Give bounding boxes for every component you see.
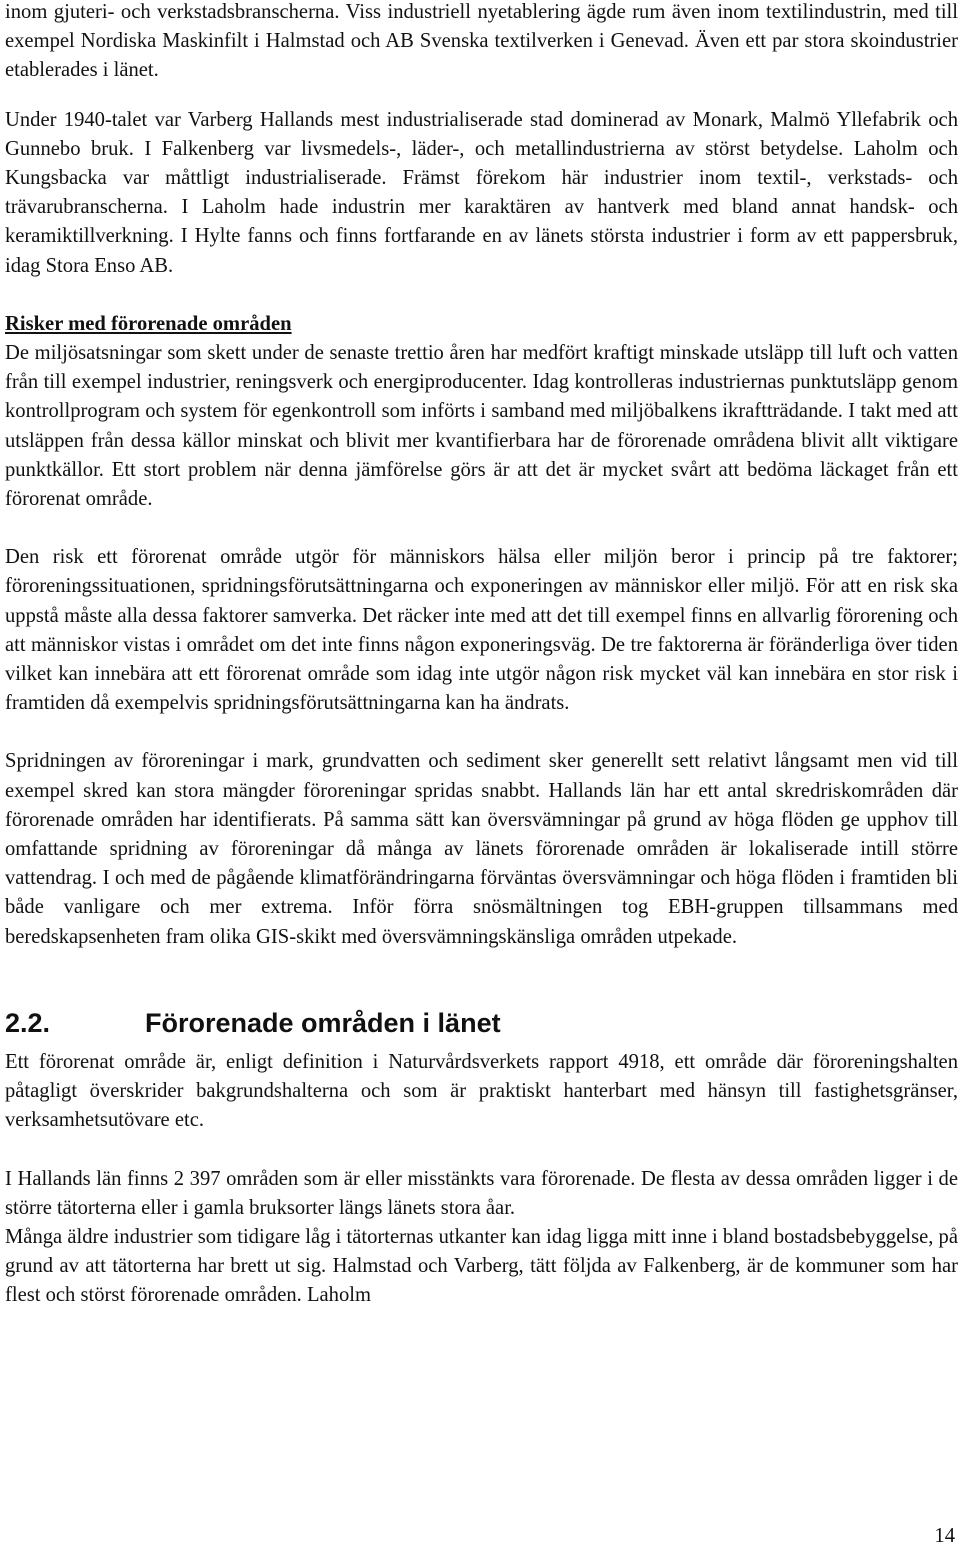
paragraph-industry-intro: inom gjuteri- och verkstadsbranscherna. Viss industriell nyetablering ägde rum även inom textilindustrin, med till exempel Nordiska Maskinfilt i Halmstad och AB Svenska textilverken i Genevad. Även ett par stora skoindustrier etablerades i länet. [5,1,958,82]
paragraph-spreading: Spridningen av föroreningar i mark, grundvatten och sediment sker generellt sett relativt långsamt men vid till exempel skred kan stora mängder föroreningar spridas snabbt. Hallands län har ett antal skredriskområden där förorenade områden har identifierats. På samma sätt kan översvämningar på grund av höga flöden ge upphov till omfattande spridning av föroreningar då många av länets förorenade områden är lokaliserade intill större vattendrag. I och med de pågående klimatförändringarna förväntas översvämningar och höga flöden i framtiden bli både vanligare och mer extrema. Inför förra snösmältningen tog EBH-gruppen tillsammans med beredskapsenheten fram olika GIS-skikt med översvämningskänsliga områden utpekade. [5,750,958,948]
paragraph-environmental-measures: De miljösatsningar som skett under de senaste trettio åren har medfört kraftigt minskade utsläpp till luft och vatten från till exempel industrier, reningsverk och energiproducenter. Idag kontrolleras industriernas punktutsläpp genom kontrollprogram och system för egenkontroll som införts i samband med miljöbalkens ikraftträdande. I takt med att utsläppen från dessa källor minskat och blivit mer kvantifierbara har de förorenade områdena blivit allt viktigare punktkällor. Ett stort problem när denna jämförelse görs är att det är mycket svårt att bedöma läckaget från ett förorenat område. [5,342,958,511]
page-number: 14 [934,1525,955,1547]
paragraph-industry-1940s: Under 1940-talet var Varberg Hallands mest industrialiserade stad dominerad av Monark, Malmö Yllefabrik och Gunnebo bruk. I Falkenberg var livsmedels-, läder-, och metallindustrierna av störst betydelse. Laholm och Kungsbacka var måttligt industrialiserade. Främst förekom här industrier inom textil-, verkstads- och trävarubranscherna. I Laholm hade industrin mer karaktären av hantverk med bland annat handsk- och keramiktillverkning. I Hylte fanns och finns fortfarande en av länets största industrier i form av ett pappersbruk, idag Stora Enso AB. [5,108,958,277]
document-page [5,0,958,1311]
subheading-risks: Risker med förorenade områden [5,312,292,335]
section-heading [5,1005,958,1041]
paragraph-count-areas: I Hallands län finns 2 397 områden som är eller misstänkts vara förorenade. De flesta av dessa områden ligger i de större tätorterna eller i gamla bruksorter längs länets stora åar. [5,1167,958,1219]
paragraph-definition: Ett förorenat område är, enligt definition i Naturvårdsverkets rapport 4918, ett område där föroreningshalten påtagligt överskrider bakgrundshalterna och som är praktiskt hanterbart med hänsyn till fastighetsgränser, verksamhetsutövare etc. [5,1050,958,1132]
paragraph-old-industries: Många äldre industrier som tidigare låg i tätorternas utkanter kan idag ligga mitt inne i bland bostadsbebyggelse, på grund av att tätorterna har brett ut sig. Halmstad och Varberg, tätt följda av Falkenberg, är de kommuner som har flest och störst förorenade områden. Laholm [5,1225,958,1307]
paragraph-risk-factors: Den risk ett förorenat område utgör för människors hälsa eller miljön beror i princip på tre faktorer; föroreningssituationen, spridningsförutsättningarna och exponeringen av människor eller miljö. För att en risk ska uppstå måste alla dessa faktorer samverka. Det räcker inte med att det till exempel finns en allvarlig förorening och att människor vistas i området om det inte finns någon exponeringsväg. De tre faktorerna är föränderliga över tiden vilket kan innebära att ett förorenat område som idag inte utgör någon risk mycket väl kan innebära en stor risk i framtiden då exempelvis spridningsförutsättningarna kan ha ändrats. [5,546,958,715]
section-number: 2.2. [5,1007,51,1038]
section-title: Förorenade områden i länet [145,1007,501,1038]
